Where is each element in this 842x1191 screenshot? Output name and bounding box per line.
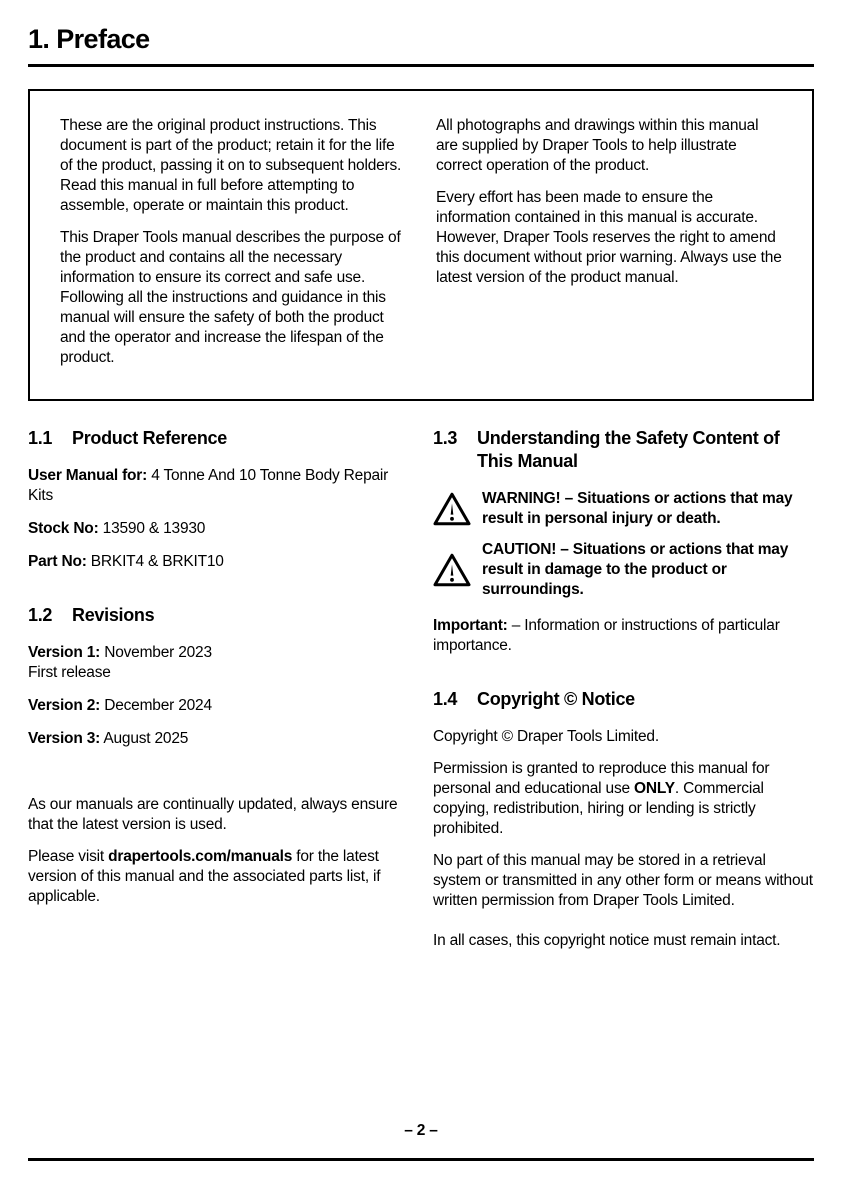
left-column [28,427,409,963]
revision-item [28,696,409,716]
section-heading-product-reference [28,427,409,450]
item-label: User Manual for: [28,467,148,484]
visit-note-pre: Please visit [28,848,109,865]
section-heading-revisions [28,604,409,627]
copyright-paragraph: No part of this manual may be stored in a retrieval system or transmitted in any other form or means without written permission from Draper Tools Limited. [433,852,813,909]
intro-box-right-column [436,116,782,380]
revision-item [28,729,409,749]
caution-row [433,540,814,600]
item-label: Version 1: [28,644,101,661]
item-label: Version 3: [28,730,101,747]
item-value: 13590 & 13930 [98,520,206,537]
section-number: 1.3 [433,428,458,448]
section-title: Copyright © Notice [477,689,635,709]
caution-triangle-icon [433,553,471,587]
intro-box-left-column [60,116,406,380]
item-value: BRKIT4 & BRKIT10 [86,553,224,570]
caution-text: CAUTION! – Situations or actions that may result in damage to the product or surroundings. [482,541,789,598]
section-number: 1.4 [433,689,458,709]
important-label: Important: [433,617,508,634]
page-title: 1. Preface [28,24,150,54]
copyright-p2-pre: Permission is granted to reproduce this manual for personal and educational use [433,760,770,797]
copyright-paragraph: In all cases, this copyright notice must remain intact. [433,932,781,949]
important-value: – Information or instructions of particular importance. [433,617,780,654]
section-heading-copyright [433,688,814,711]
intro-paragraph: Every effort has been made to ensure the information contained in this manual is accurate. However, Draper Tools reserves the right to amend this document without prior warning. Always use the latest version of the product manual. [436,189,782,286]
right-column [433,427,814,963]
copyright-paragraph [433,759,814,839]
title-divider [28,64,814,67]
main-content [28,427,814,963]
copyright-p2-post: . Commercial copying, redistribution, hiring or lending is strictly prohibited. [433,780,764,837]
footer-divider [28,1158,814,1161]
revision-item [28,643,409,683]
visit-note-post: for the latest version of this manual and the associated parts list, if applicable. [28,848,381,905]
product-reference-item [28,466,409,506]
update-note: As our manuals are continually updated, always ensure that the latest version is used. [28,796,398,833]
revision-note: First release [28,664,111,681]
manuals-url: drapertools.com/manuals [108,848,293,865]
warning-triangle-icon [433,492,471,526]
copyright-paragraph: Copyright © Draper Tools Limited. [433,728,659,745]
intro-paragraph: These are the original product instructions. This document is part of the product; retain it for the life of the product, passing it on to subsequent holders. Read this manual in full before attempting to assemble, operate or maintain this product. [60,117,402,214]
item-value: 4 Tonne And 10 Tonne Body Repair Kits [28,467,389,504]
section-heading-safety-content [433,427,814,473]
product-reference-item [28,552,409,572]
item-label: Stock No: [28,520,99,537]
visit-note [28,847,409,907]
section-title: Product Reference [72,428,227,448]
item-value: November 2023 [100,644,212,661]
item-value: August 2025 [100,730,189,747]
page-number: – 2 – [404,1122,438,1139]
warning-row [433,489,814,529]
intro-paragraph: All photographs and drawings within this manual are supplied by Draper Tools to help illustrate correct operation of the product. [436,117,759,174]
section-number: 1.2 [28,605,53,625]
product-reference-item [28,519,409,539]
warning-text: WARNING! – Situations or actions that may result in personal injury or death. [482,490,793,527]
section-title: Revisions [72,605,155,625]
item-label: Part No: [28,553,87,570]
section-title: Understanding the Safety Content of This Manual [477,428,780,471]
intro-paragraph: This Draper Tools manual describes the purpose of the product and contains all the necessary information to ensure its correct and safe use. Following all the instructions and guidance in this manual will ensure the safety of both the product and the operator and increase the lifespan of the product. [60,229,401,366]
important-note [433,616,814,656]
intro-box [28,89,814,401]
only-emphasis: ONLY [634,780,675,797]
item-label: Version 2: [28,697,101,714]
section-number: 1.1 [28,428,53,448]
item-value: December 2024 [100,697,212,714]
